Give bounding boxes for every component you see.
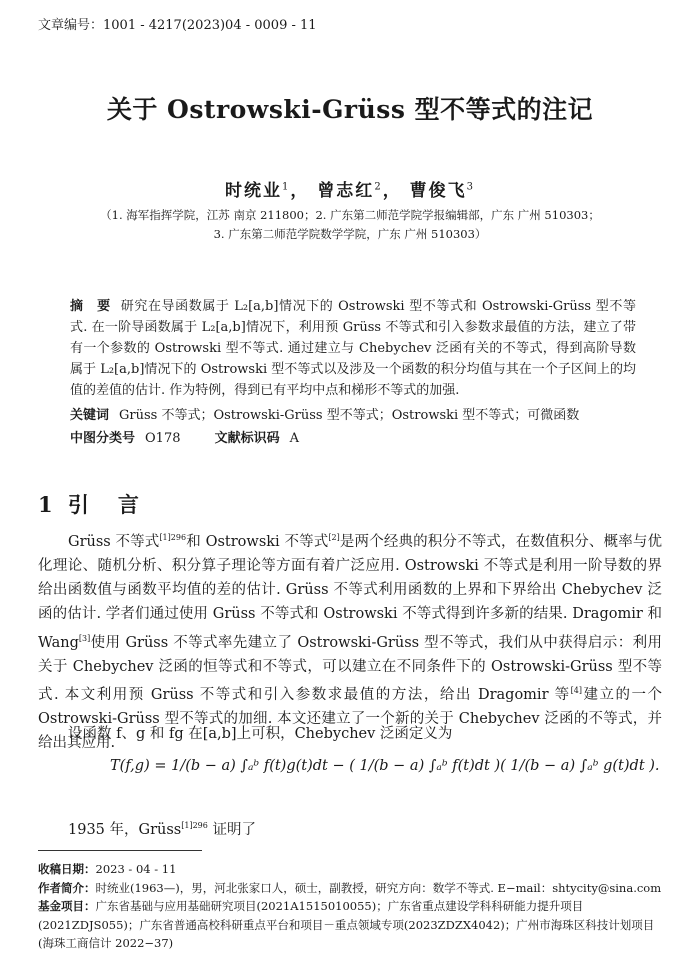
affiliation-line: 3. 广东第二师范学院数学学院，广东 广州 510303） [213, 227, 487, 241]
text-run: 证明了 [207, 822, 256, 838]
received-label: 收稿日期： [38, 862, 96, 876]
text-run: 1935 年，Grüss [68, 822, 182, 838]
intro-paragraph [38, 526, 662, 755]
gruss-sentence [68, 818, 256, 839]
author-name: 时统业 [225, 181, 283, 201]
doc-code-label: 文献标识码 [214, 431, 280, 446]
clc-value: O178 [145, 431, 181, 446]
author-name: 曹俊飞 [409, 181, 467, 201]
keywords [70, 405, 636, 426]
abstract-text: 研究在导函数属于 L₂[a,b]情况下的 Ostrowski 型不等式和 Ostrowski-Grüss 型不等式. 在一阶导函数属于 L₂[a,b]情况下，利用预 Grüss 不等式和引入参数求最值的方法，建立了带有一个参数的 Ostrowski 型不等式. 通过建立与 Chebychev 泛函有关的不等式，得到高阶导数属于 L₂[a,b]情况下的 Ostrowski 型不等式以及涉及一个函数的积分均值与其在一个子区间上的均值的差值的估计. 作为特例，得到已有平均中点和梯形不等式的加强. [70, 299, 636, 398]
author-affil-mark: 1 [282, 181, 291, 193]
received-date [38, 860, 670, 879]
bio-label: 作者简介： [38, 880, 96, 895]
author-name: 曾志红 [317, 181, 375, 201]
text-run: 建立的一个 Ostrowski-Grüss 型不等式的加细. 本文还建立了一个新的关于 Chebychev 泛函的不等式，并给出其应用. [38, 686, 663, 752]
fund-text: 广东省基础与应用基础研究项目(2021A1515010055)；广东省重点建设学科科研能力提升项目(2021ZDJS055)；广东省普通高校科研重点平台和项目－重点领域专项(2023ZDZX4042)；广州市海珠区科技计划项目(海珠工商信计 2022−37) [38, 899, 655, 950]
text-run: 使用 Grüss 不等式率先建立了 Ostrowski-Grüss 型不等式，我们从中获得启示：利用关于 Chebychev 泛函的恒等式和不等式，可以建立在不同条件下的 Ostrowski-Grüss 型不等式. 本文利用预 Grüss 不等式和引入参数求最值的方法，给出 Dragomir 等 [38, 634, 662, 703]
author-bio [38, 879, 670, 898]
fund-label: 基金项目： [38, 899, 96, 913]
citation: [1]296 [159, 533, 187, 542]
author-affil-mark: 3 [466, 181, 475, 193]
text-run: 是两个经典的积分不等式，在数值积分、概率与优化理论、随机分析、积分算子理论等方面有着广泛应用. Ostrowski 不等式是利用一阶导数的界给出函数值与函数平均值的差的估计. Grüss 不等式利用函数的上界和下界给出 Chebychev 泛函的估计. 学者们通过使用 Grüss 不等式和 Ostrowski 不等式得到许多新的结果. Dragomir 和 Wang [38, 533, 662, 651]
text-run: 和 Ostrowski 不等式 [186, 533, 329, 550]
paper-title: 关于 Ostrowski-Grüss 型不等式的注记 [106, 95, 594, 124]
footnote-divider [38, 850, 202, 851]
classification [70, 428, 636, 449]
author-list: 时统业$^1$， 曾志红$^2$， 曹俊飞$^3$ [225, 181, 475, 201]
funding [38, 897, 670, 953]
citation: [4] [570, 685, 582, 695]
citation: [2] [328, 533, 340, 542]
chebychev-formula: T(f,g) = 1/(b − a) ∫ₐᵇ f(t)g(t)dt − ( 1/(b − a) ∫ₐᵇ f(t)dt )( 1/(b − a) ∫ₐᵇ g(t)dt ). [110, 758, 660, 774]
abstract-label: 摘 要 [70, 299, 111, 314]
keywords-label: 关键词 [70, 408, 110, 423]
bio-text: 时统业(1963—)，男，河北张家口人，硕士，副教授，研究方向：数学不等式. E−mail：shtycity@sina.com [95, 880, 662, 895]
abstract [70, 296, 636, 401]
footnote [38, 860, 670, 953]
text-run: Grüss 不等式 [68, 533, 160, 550]
affiliation-line: （1. 海军指挥学院，江苏 南京 211800；2. 广东第二师范学院学报编辑部，广东 广州 510303； [100, 208, 600, 222]
author-affil-mark: 2 [374, 181, 383, 193]
citation: [3] [78, 633, 91, 643]
article-number: 文章编号：1001 - 4217(2023)04 - 0009 - 11 [38, 18, 317, 33]
citation: [1]296 [181, 821, 208, 831]
received-value: 2023 - 04 - 11 [95, 862, 177, 876]
section-heading: 1 引 言 [38, 492, 143, 517]
clc-label: 中图分类号 [70, 431, 136, 446]
doc-code-value: A [289, 431, 300, 446]
keywords-text: Grüss 不等式；Ostrowski-Grüss 型不等式；Ostrowski 型不等式；可微函数 [119, 408, 580, 423]
definition-sentence: 设函数 f、g 和 fg 在[a,b]上可积，Chebychev 泛函定义为 [68, 726, 453, 742]
